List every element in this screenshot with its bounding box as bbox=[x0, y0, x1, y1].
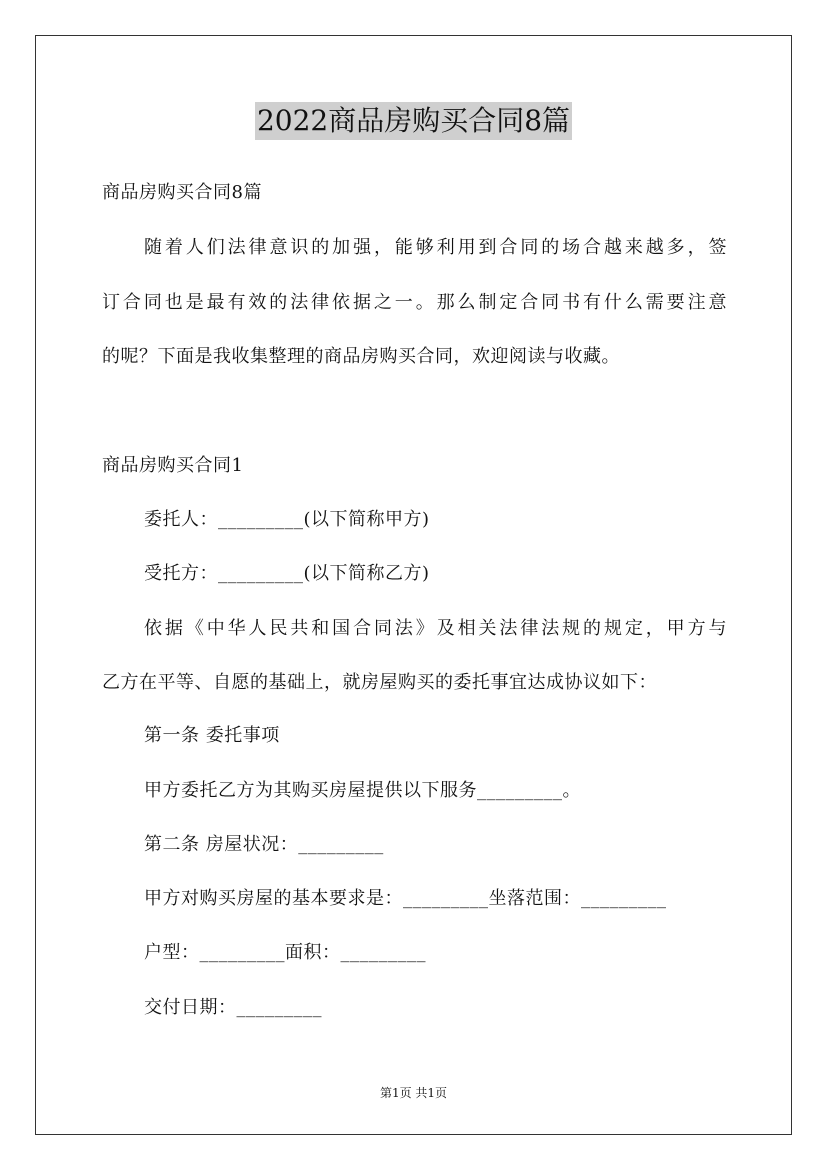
agent-line: 受托方：_________(以下简称乙方) bbox=[144, 563, 430, 584]
section-heading: 商品房购买合同1 bbox=[102, 455, 244, 476]
article2-title: 第二条 房屋状况：_________ bbox=[144, 834, 384, 855]
basis-line-2: 乙方在平等、自愿的基础上，就房屋购买的委托事宜达成协议如下： bbox=[102, 672, 657, 693]
principal-line: 委托人：_________(以下简称甲方) bbox=[144, 509, 430, 530]
intro-line-3: 的呢？下面是我收集整理的商品房购买合同，欢迎阅读与收藏。 bbox=[102, 346, 620, 367]
article1-title: 第一条 委托事项 bbox=[144, 725, 280, 746]
document-title: 2022商品房购买合同8篇 bbox=[255, 102, 572, 140]
subtitle: 商品房购买合同8篇 bbox=[102, 182, 262, 203]
basis-line-1: 依据《中华人民共和国合同法》及相关法律法规的规定，甲方与 bbox=[144, 618, 727, 639]
delivery-line: 交付日期：_________ bbox=[144, 997, 322, 1018]
article1-text: 甲方委托乙方为其购买房屋提供以下服务_________。 bbox=[144, 780, 581, 801]
layout-area-line: 户型：_________面积：_________ bbox=[144, 942, 426, 963]
intro-line-1: 随着人们法律意识的加强，能够利用到合同的场合越来越多，签 bbox=[144, 237, 727, 258]
intro-line-2: 订合同也是最有效的法律依据之一。那么制定合同书有什么需要注意 bbox=[102, 292, 727, 313]
requirements-line: 甲方对购买房屋的基本要求是：_________坐落范围：_________ bbox=[144, 888, 667, 909]
page-footer: 第1页 共1页 bbox=[379, 1086, 448, 1100]
title-container bbox=[0, 102, 827, 140]
